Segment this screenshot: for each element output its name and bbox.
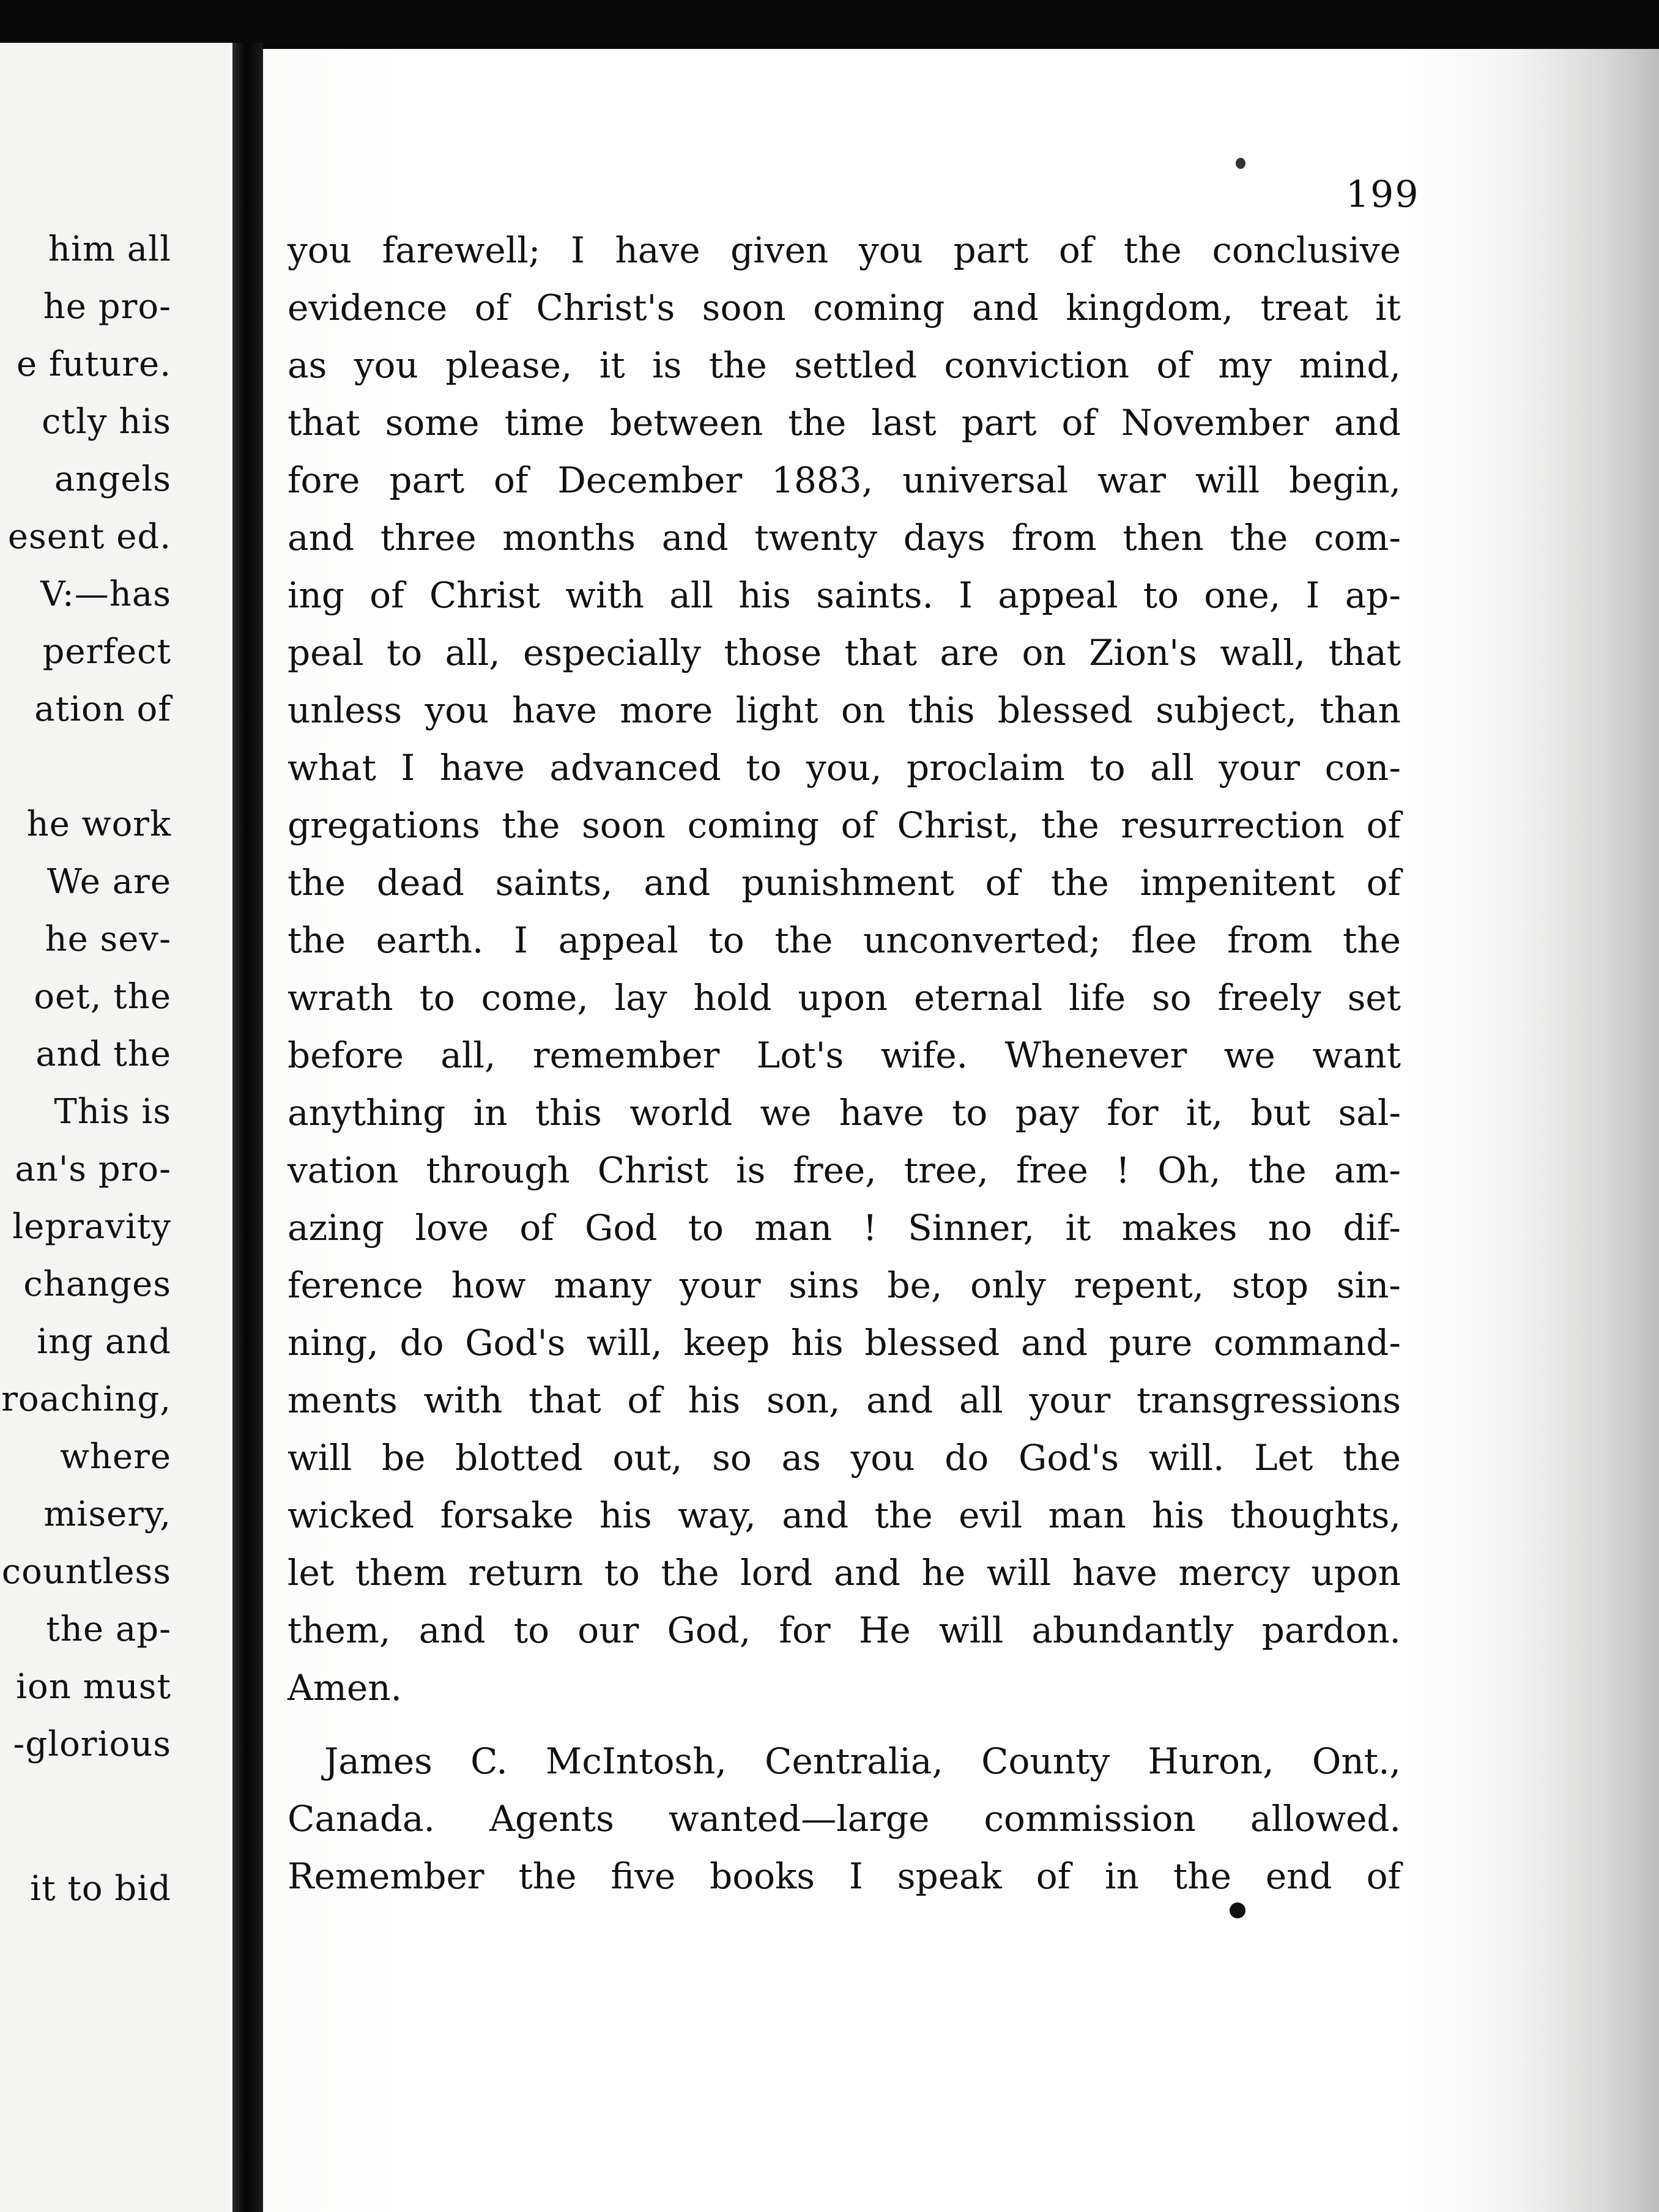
body-line: them, and to our God, for He will abundantly pardon. [288,1609,1401,1651]
body-line: vation through Christ is free, tree, free ! Oh, the am- [288,1149,1401,1191]
left-line: changes [23,1264,171,1304]
body-line: peal to all, especially those that are on Zion's wall, that [288,632,1401,674]
left-line: ion must [16,1667,171,1707]
left-line: e future. [16,344,171,384]
left-line: the ap- [46,1609,171,1649]
body-line: let them return to the lord and he will have mercy upon [288,1552,1401,1594]
left-line: him all [48,229,171,269]
left-line: it to bid [30,1869,171,1909]
body-line: ments with that of his son, and all your transgressions [288,1379,1401,1421]
left-line: -glorious [13,1724,171,1764]
left-line: he pro- [43,287,171,327]
left-line: he sev- [45,919,171,959]
body-line: unless you have more light on this blessed subject, than [288,689,1401,731]
left-line: angels [54,459,171,499]
left-line: esent ed. [7,517,171,557]
ink-speck [1236,158,1245,169]
body-line: what I have advanced to you, proclaim to all your con- [288,747,1401,789]
body-line: wrath to come, lay hold upon eternal life so freely set [288,977,1401,1019]
body-line: as you please, it is the settled conviction of my mind, [288,344,1401,386]
body-line: fore part of December 1883, universal war will begin, [288,459,1401,501]
body-line: ference how many your sins be, only repent, stop sin- [288,1264,1401,1306]
body-line: that some time between the last part of November and [288,402,1401,444]
body-line: wicked forsake his way, and the evil man his thoughts, [288,1494,1401,1536]
left-line: he work [26,804,171,844]
previous-page-fragment [0,43,232,2212]
left-line: ation of [34,689,171,729]
page-number: 199 [1346,173,1420,216]
body-line: anything in this world we have to pay for it, but sal- [288,1092,1401,1134]
body-line: Amen. [288,1667,402,1709]
book-gutter [232,43,263,2212]
closing-line: James C. McIntosh, Centralia, County Huron, Ont., [324,1740,1401,1782]
body-line: will be blotted out, so as you do God's will. Let the [288,1437,1401,1479]
left-line: an's pro- [15,1149,171,1189]
body-line: before all, remember Lot's wife. Whenever we want [288,1034,1401,1076]
left-line: We are [46,862,171,902]
body-line: and three months and twenty days from then the com- [288,517,1401,559]
left-line: ctly his [42,402,171,442]
left-line: perfect [42,632,171,672]
body-line: you farewell; I have given you part of the conclusive [288,229,1401,271]
ink-speck [1230,1902,1245,1918]
left-line: ing and [37,1322,171,1362]
left-line: countless [1,1552,171,1592]
left-line: roaching, [1,1379,171,1419]
body-line: ning, do God's will, keep his blessed and pure command- [288,1322,1401,1364]
left-line: lepravity [12,1207,171,1247]
closing-line: Remember the five books I speak of in the end of [288,1855,1401,1897]
body-line: evidence of Christ's soon coming and kingdom, treat it [288,287,1401,328]
body-line: the dead saints, and punishment of the impenitent of [288,862,1401,904]
left-line: where [59,1437,171,1477]
body-line: the earth. I appeal to the unconverted; flee from the [288,919,1401,961]
closing-line: Canada. Agents wanted—large commission allowed. [288,1798,1401,1839]
body-line: gregations the soon coming of Christ, the resurrection of [288,804,1401,846]
left-line: and the [35,1034,171,1074]
left-line: V:—has [40,574,171,614]
body-line: ing of Christ with all his saints. I appeal to one, I ap- [288,574,1401,616]
left-line: oet, the [34,977,171,1017]
left-line: misery, [43,1494,171,1534]
left-line: This is [54,1092,171,1132]
body-line: azing love of God to man ! Sinner, it makes no dif- [288,1207,1401,1249]
